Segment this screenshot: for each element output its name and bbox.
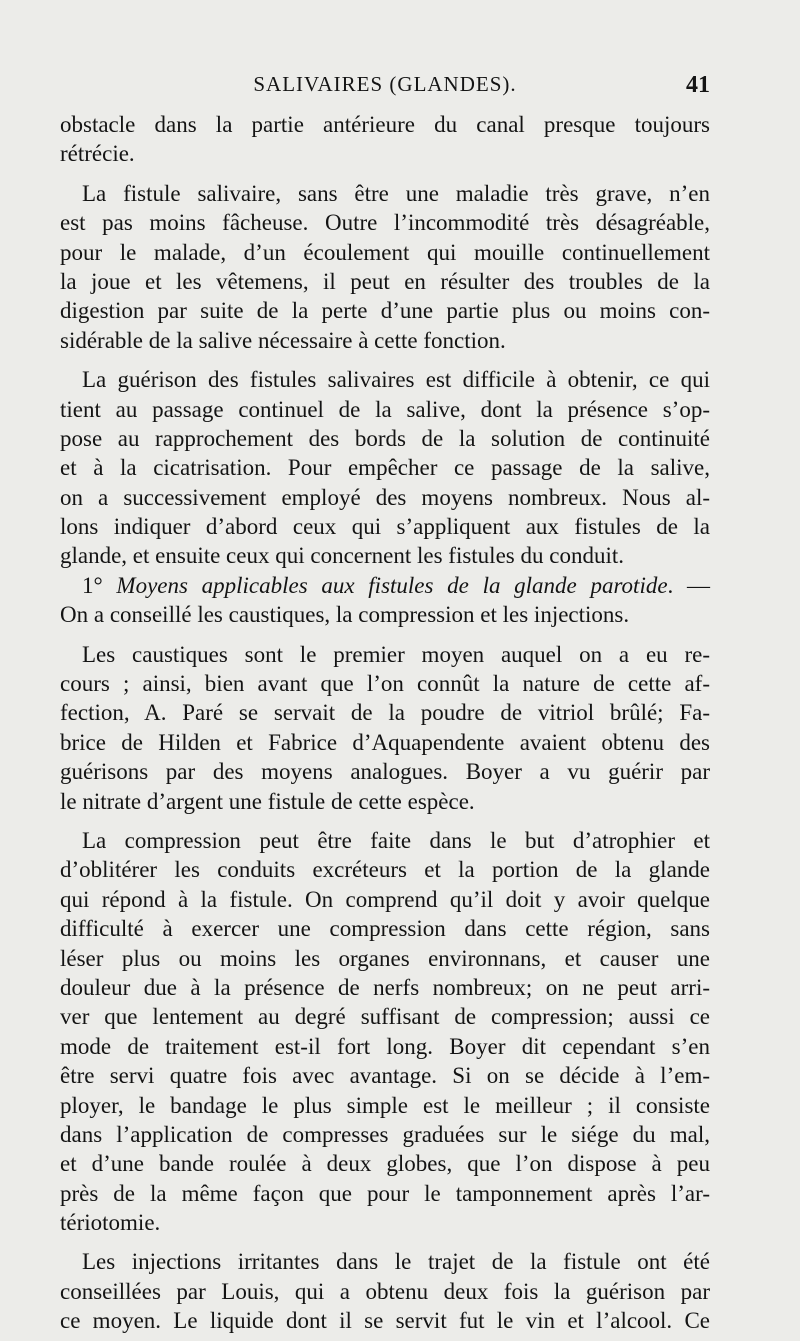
- text-line: digestion par suite de la perte d’une partie plus ou moins con-: [60, 298, 710, 324]
- text-line: obstacle dans la partie antérieure du canal presque toujours: [60, 112, 710, 137]
- text-line: et d’une bande roulée à deux globes, que l’on dispose à peu: [60, 1151, 710, 1177]
- text-line: conseillées par Louis, qui a obtenu deux fois la guérison par: [60, 1278, 710, 1304]
- text-line: être servi quatre fois avec avantage. Si on se décide à l’em-: [60, 1063, 710, 1089]
- text-line: La fistule salivaire, sans être une maladie très grave, n’en: [82, 180, 710, 206]
- body-text: [60, 110, 710, 1336]
- text-line: tériotomie.: [60, 1210, 161, 1236]
- text-line: On a conseillé les caustiques, la compression et les injections.: [60, 602, 630, 628]
- text-line: brice de Hilden et Fabrice d’Aquapendente avaient obtenu des: [60, 729, 710, 755]
- text-line: on a successivement employé des moyens nombreux. Nous al-: [60, 484, 710, 510]
- page-number: 41: [686, 72, 710, 98]
- text-line: rétrécie.: [60, 141, 135, 167]
- text-line: douleur due à la présence de nerfs nombreux; on ne peut arri-: [60, 974, 710, 1000]
- text-line: glande, et ensuite ceux qui concernent les fistules du conduit.: [60, 543, 624, 569]
- text-line: cours ; ainsi, bien avant que l’on connût la nature de cette af-: [60, 671, 710, 697]
- text-line: Les caustiques sont le premier moyen auquel on a eu re-: [82, 641, 710, 667]
- text-line: La guérison des fistules salivaires est difficile à obtenir, ce qui: [82, 367, 710, 393]
- text-line: près de la même façon que pour le tamponnement après l’ar-: [60, 1180, 710, 1206]
- text-line: pose au rapprochement des bords de la solution de continuité: [60, 425, 710, 451]
- text-line: léser plus ou moins les organes environnans, et causer une: [60, 945, 710, 971]
- text-line: dans l’application de compresses graduées sur le siége du mal,: [60, 1121, 710, 1147]
- text-line: ce moyen. Le liquide dont il se servit fut le vin et l’alcool. Ce: [60, 1308, 710, 1334]
- text-line: tient au passage continuel de la salive, dont la présence s’op-: [60, 396, 710, 422]
- text-line: ver que lentement au degré suffisant de compression; aussi ce: [60, 1004, 710, 1030]
- text-line: Les injections irritantes dans le trajet de la fistule ont été: [82, 1249, 710, 1275]
- text-line: guérisons par des moyens analogues. Boyer a vu guérir par: [60, 759, 710, 785]
- text-line: qui répond à la fistule. On comprend qu’il doit y avoir quelque: [60, 886, 710, 912]
- text-line: La compression peut être faite dans le but d’atrophier et: [82, 827, 710, 853]
- section-heading-line: 1° Moyens applicables aux fistules de la glande parotide. —: [82, 572, 710, 598]
- page-header: [60, 72, 710, 108]
- text-line: difficulté à exercer une compression dans cette région, sans: [60, 916, 710, 942]
- text-line: pour le malade, d’un écoulement qui mouille continuellement: [60, 239, 710, 265]
- text-line: ployer, le bandage le plus simple est le meilleur ; il consiste: [60, 1092, 710, 1118]
- text-line: mode de traitement est-il fort long. Boyer dit cependant s’en: [60, 1033, 710, 1059]
- text-line: lons indiquer d’abord ceux qui s’appliquent aux fistules de la: [60, 514, 710, 540]
- running-title: SALIVAIRES (GLANDES).: [253, 72, 517, 96]
- text-line: d’oblitérer les conduits excréteurs et la portion de la glande: [60, 857, 710, 883]
- text-line: est pas moins fâcheuse. Outre l’incommodité très désagréable,: [60, 210, 710, 236]
- text-line: fection, A. Paré se servait de la poudre de vitriol brûlé; Fa-: [60, 700, 710, 726]
- text-line: et à la cicatrisation. Pour empêcher ce passage de la salive,: [60, 455, 710, 481]
- text-line: sidérable de la salive nécessaire à cette fonction.: [60, 327, 506, 353]
- text-line: la joue et les vêtemens, il peut en résulter des troubles de la: [60, 268, 710, 294]
- section-heading-italic: Moyens applicables aux fistules de la glande parotide: [116, 572, 668, 598]
- text-line: le nitrate d’argent une fistule de cette espèce.: [60, 788, 475, 814]
